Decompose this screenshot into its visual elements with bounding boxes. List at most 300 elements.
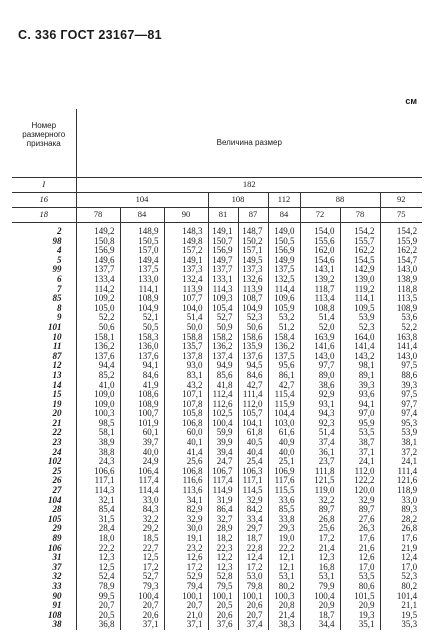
feature-number: 85	[52, 293, 62, 304]
feature-number: 38	[52, 619, 62, 630]
table-cell: 109,5	[340, 304, 380, 314]
table-cell: 156,9	[76, 246, 120, 256]
table-cell: 12,5	[120, 553, 164, 563]
table-cell: 17,2	[238, 563, 268, 573]
table-cell: 53,0	[238, 572, 268, 582]
table-cell: 24,1	[340, 457, 380, 467]
feature-number: 2	[57, 226, 62, 236]
table-cell: 33,0	[120, 496, 164, 506]
table-cell: 38,9	[76, 438, 120, 448]
table-cell: 85,2	[76, 371, 120, 381]
table-cell: 106,6	[76, 467, 120, 477]
feature-number: 31	[52, 552, 62, 563]
table-cell: 156,9	[208, 246, 238, 256]
table-cell: 95,6	[268, 361, 300, 371]
table-cell: 154,7	[380, 256, 422, 266]
table-cell: 143,0	[300, 352, 340, 362]
table-cell: 93,6	[340, 390, 380, 400]
table-cell: 24,9	[120, 457, 164, 467]
table-cell: 52,4	[76, 572, 120, 582]
table-cell: 35,3	[380, 620, 422, 630]
table-cell: 17,6	[340, 534, 380, 544]
table-cell: 115,9	[268, 400, 300, 410]
table-cell: 20,6	[208, 611, 238, 621]
table-cell: 18,5	[120, 534, 164, 544]
table-cell: 53,1	[268, 572, 300, 582]
table-cell: 30,0	[164, 524, 208, 534]
table-cell: 28,9	[208, 524, 238, 534]
table-cell: 132,6	[238, 275, 268, 285]
table-cell: 21,4	[268, 611, 300, 621]
page-header: С. 336 ГОСТ 23167—81	[18, 28, 162, 42]
feature-number: 29	[52, 523, 62, 534]
table-cell: 149,1	[164, 256, 208, 266]
table-cell: 39,4	[208, 448, 238, 458]
table-cell: 150,5	[120, 237, 164, 247]
feature-number: 32	[52, 571, 62, 582]
table-cell: 137,6	[76, 352, 120, 362]
table-cell: 118,9	[380, 486, 422, 496]
table-cell: 149,0	[268, 223, 300, 237]
feature-number: 13	[52, 369, 62, 380]
table-cell: 141,6	[300, 342, 340, 352]
table-cell: 162,2	[380, 246, 422, 256]
table-cell: 82,9	[164, 505, 208, 515]
table-cell: 40,9	[268, 438, 300, 448]
column-header-feature: Номер размерного признака	[12, 109, 76, 178]
table-cell: 109,2	[76, 294, 120, 304]
feature-number: 21	[52, 417, 62, 428]
table-cell: 12,1	[268, 553, 300, 563]
table-cell: 23,2	[164, 544, 208, 554]
table-cell: 112,6	[208, 400, 238, 410]
table-cell: 133,0	[120, 275, 164, 285]
table-cell: 106,8	[164, 419, 208, 429]
table-cell: 150,2	[238, 237, 268, 247]
table-cell: 85,6	[208, 371, 238, 381]
table-cell: 28,2	[380, 515, 422, 525]
table-cell: 52,3	[380, 572, 422, 582]
table-cell: 121,6	[380, 476, 422, 486]
table-cell: 32,9	[164, 515, 208, 525]
table-cell: 40,1	[164, 438, 208, 448]
table-cell: 84,6	[238, 371, 268, 381]
table-cell: 111,4	[238, 390, 268, 400]
table-cell: 20,6	[120, 611, 164, 621]
table-cell: 149,1	[208, 223, 238, 237]
table-cell: 158,2	[208, 333, 238, 343]
feature-number: 22	[52, 427, 62, 438]
table-cell: 32,7	[208, 515, 238, 525]
table-cell: 31,9	[208, 496, 238, 506]
table-cell: 83,1	[164, 371, 208, 381]
table-cell: 24,3	[76, 457, 120, 467]
table-cell: 33,4	[238, 515, 268, 525]
table-cell: 149,7	[208, 256, 238, 266]
table-cell: 53,6	[380, 313, 422, 323]
table-cell: 163,9	[300, 333, 340, 343]
table-cell: 154,6	[300, 256, 340, 266]
feature-number: 104	[48, 494, 62, 505]
table-cell: 12,3	[300, 553, 340, 563]
table-cell: 137,3	[238, 265, 268, 275]
table-cell: 37,1	[120, 620, 164, 630]
table-cell: 117,1	[238, 476, 268, 486]
table-cell: 95,9	[340, 419, 380, 429]
table-cell: 113,6	[164, 486, 208, 496]
table-cell: 24,1	[380, 457, 422, 467]
table-cell: 20,7	[76, 601, 120, 611]
table-cell: 80,2	[268, 582, 300, 592]
table-cell: 114,4	[268, 285, 300, 295]
table-cell: 143,2	[340, 352, 380, 362]
table-cell: 20,5	[76, 611, 120, 621]
table-cell: 12,6	[340, 553, 380, 563]
table-cell: 163,8	[380, 333, 422, 343]
feature-number: 4	[57, 245, 62, 256]
table-cell: 113,9	[238, 285, 268, 295]
table-cell: 135,7	[164, 342, 208, 352]
table-cell: 104,9	[238, 304, 268, 314]
table-cell: 100,3	[268, 592, 300, 602]
table-cell: 52,7	[208, 313, 238, 323]
sub-header: 87	[238, 208, 268, 223]
table-cell: 12,2	[208, 553, 238, 563]
table-cell: 25,4	[238, 457, 268, 467]
table-cell: 51,2	[268, 323, 300, 333]
table-cell: 162,0	[300, 246, 340, 256]
table-cell: 22,3	[208, 544, 238, 554]
table-cell: 133,4	[76, 275, 120, 285]
table-cell: 38,7	[340, 438, 380, 448]
table-cell: 114,3	[208, 285, 238, 295]
feature-number: 90	[52, 590, 62, 601]
feature-number: 108	[48, 609, 62, 620]
table-cell: 80,2	[380, 582, 422, 592]
table-cell: 50,6	[238, 323, 268, 333]
unit-label: см	[405, 96, 417, 106]
table-cell: 18,0	[76, 534, 120, 544]
table-cell: 112,0	[238, 400, 268, 410]
table-cell: 162,2	[340, 246, 380, 256]
table-cell: 149,5	[238, 256, 268, 266]
feature-number: 102	[48, 456, 62, 467]
feature-number: 12	[52, 360, 62, 371]
table-cell: 22,7	[120, 544, 164, 554]
table-cell: 114,3	[76, 486, 120, 496]
table-cell: 40,0	[120, 448, 164, 458]
table-cell: 105,8	[164, 409, 208, 419]
table-cell: 94,5	[238, 361, 268, 371]
table-cell: 117,1	[76, 476, 120, 486]
group-104: 104	[76, 193, 208, 208]
table-cell: 136,0	[120, 342, 164, 352]
table-cell: 148,3	[164, 223, 208, 237]
table-cell: 156,9	[268, 246, 300, 256]
table-cell: 118,8	[380, 285, 422, 295]
sub-header: 78	[76, 208, 120, 223]
table-cell: 99,5	[76, 592, 120, 602]
table-cell: 39,7	[120, 438, 164, 448]
table-cell: 19,3	[340, 611, 380, 621]
table-cell: 52,0	[300, 323, 340, 333]
feature-number: 10	[52, 331, 62, 342]
table-cell: 118,7	[300, 285, 340, 295]
table-cell: 25,6	[164, 457, 208, 467]
table-cell: 148,7	[238, 223, 268, 237]
size-table	[12, 109, 422, 630]
table-cell: 41,9	[120, 381, 164, 391]
table-cell: 97,7	[380, 400, 422, 410]
table-cell: 106,8	[164, 467, 208, 477]
table-cell: 158,1	[76, 333, 120, 343]
table-cell: 52,3	[340, 323, 380, 333]
table-cell: 97,5	[380, 390, 422, 400]
table-cell: 29,2	[120, 524, 164, 534]
table-cell: 94,1	[120, 361, 164, 371]
table-cell: 101,4	[380, 592, 422, 602]
table-cell: 20,7	[164, 601, 208, 611]
table-cell: 50,5	[120, 323, 164, 333]
table-cell: 50,6	[76, 323, 120, 333]
table-cell: 101,5	[340, 592, 380, 602]
table-cell: 12,3	[208, 563, 238, 573]
feature-number: 27	[52, 485, 62, 496]
feature-number: 23	[52, 437, 62, 448]
table-cell: 84,3	[120, 505, 164, 515]
table-cell: 158,8	[164, 333, 208, 343]
table-cell: 149,2	[76, 223, 120, 237]
table-cell: 40,0	[268, 448, 300, 458]
row-label-16: 16	[12, 193, 76, 208]
table-cell: 164,0	[340, 333, 380, 343]
table-cell: 100,4	[120, 592, 164, 602]
table-cell: 18,7	[300, 611, 340, 621]
table-cell: 136,2	[208, 342, 238, 352]
table-cell: 27,6	[340, 515, 380, 525]
table-cell: 111,4	[380, 467, 422, 477]
table-cell: 12,4	[380, 553, 422, 563]
table-cell: 89,3	[380, 505, 422, 515]
table-cell: 39,3	[340, 381, 380, 391]
table-cell: 60,1	[120, 428, 164, 438]
table-cell: 41,4	[164, 448, 208, 458]
table-cell: 35,1	[340, 620, 380, 630]
table-cell: 39,9	[208, 438, 238, 448]
table-cell: 86,4	[208, 505, 238, 515]
table-cell: 157,0	[120, 246, 164, 256]
table-cell: 155,7	[340, 237, 380, 247]
group-92: 92	[380, 193, 422, 208]
table-cell: 32,1	[76, 496, 120, 506]
table-cell: 89,7	[300, 505, 340, 515]
table-cell: 79,8	[238, 582, 268, 592]
table-cell: 20,5	[208, 601, 238, 611]
table-cell: 112,4	[208, 390, 238, 400]
group-112: 112	[268, 193, 300, 208]
table-cell: 85,4	[76, 505, 120, 515]
table-cell: 135,9	[238, 342, 268, 352]
table-cell: 119,0	[300, 486, 340, 496]
table-cell: 117,4	[120, 476, 164, 486]
table-cell: 19,5	[380, 611, 422, 621]
table-cell: 108,8	[300, 304, 340, 314]
table-cell: 115,5	[268, 486, 300, 496]
feature-number: 19	[52, 398, 62, 409]
table-cell: 94,9	[208, 361, 238, 371]
table-cell: 102,5	[208, 409, 238, 419]
table-cell: 149,4	[120, 256, 164, 266]
table-cell: 155,9	[380, 237, 422, 247]
table-cell: 53,1	[300, 572, 340, 582]
table-cell: 108,9	[120, 294, 164, 304]
table-cell: 43,2	[164, 381, 208, 391]
table-cell: 157,2	[164, 246, 208, 256]
table-cell: 101,9	[120, 419, 164, 429]
table-cell: 106,3	[238, 467, 268, 477]
table-cell: 150,5	[268, 237, 300, 247]
table-cell: 20,7	[238, 611, 268, 621]
table-cell: 36,8	[76, 620, 120, 630]
table-cell: 117,4	[208, 476, 238, 486]
table-cell: 105,4	[208, 304, 238, 314]
table-cell: 20,9	[340, 601, 380, 611]
table-cell: 34,4	[300, 620, 340, 630]
table-cell: 100,1	[238, 592, 268, 602]
table-cell: 26,3	[340, 524, 380, 534]
feature-number: 11	[52, 341, 62, 352]
table-cell: 41,8	[208, 381, 238, 391]
table-cell: 137,7	[208, 265, 238, 275]
table-cell: 60,0	[164, 428, 208, 438]
table-cell: 117,6	[268, 476, 300, 486]
table-cell: 79,9	[300, 582, 340, 592]
table-cell: 154,2	[340, 223, 380, 237]
table-cell: 121,5	[300, 476, 340, 486]
table-cell: 29,3	[268, 524, 300, 534]
table-cell: 53,9	[340, 313, 380, 323]
table-cell: 32,9	[238, 496, 268, 506]
table-cell: 78,9	[76, 582, 120, 592]
table-cell: 137,4	[208, 352, 238, 362]
table-cell: 138,9	[380, 275, 422, 285]
table-cell: 100,1	[164, 592, 208, 602]
table-cell: 104,4	[268, 409, 300, 419]
table-cell: 52,8	[208, 572, 238, 582]
table-cell: 33,0	[380, 496, 422, 506]
table-cell: 139,0	[340, 275, 380, 285]
table-cell: 154,2	[380, 223, 422, 237]
table-row	[12, 223, 422, 237]
table-cell: 52,9	[164, 572, 208, 582]
table-cell: 59,9	[208, 428, 238, 438]
table-cell: 79,5	[208, 582, 238, 592]
table-cell: 40,4	[238, 448, 268, 458]
table-cell: 28,4	[76, 524, 120, 534]
table-cell: 86,1	[268, 371, 300, 381]
table-cell: 137,3	[164, 265, 208, 275]
table-cell: 149,9	[268, 256, 300, 266]
table-cell: 108,9	[380, 304, 422, 314]
table-cell: 52,3	[238, 313, 268, 323]
table-cell: 52,2	[380, 323, 422, 333]
table-cell: 40,5	[238, 438, 268, 448]
table-cell: 32,9	[340, 496, 380, 506]
feature-number: 20	[52, 408, 62, 419]
height-182: 182	[76, 178, 422, 193]
table-cell: 38,6	[300, 381, 340, 391]
table-cell: 114,1	[120, 285, 164, 295]
feature-number: 5	[57, 254, 62, 265]
table-cell: 155,6	[300, 237, 340, 247]
feature-number: 26	[52, 475, 62, 486]
row-label-i: I	[12, 178, 76, 193]
table-cell: 29,7	[238, 524, 268, 534]
table-cell: 50,0	[164, 323, 208, 333]
table-cell: 89,7	[340, 505, 380, 515]
table-cell: 119,2	[340, 285, 380, 295]
table-cell: 17,0	[340, 563, 380, 573]
table-cell: 109,3	[208, 294, 238, 304]
table-cell: 18,2	[208, 534, 238, 544]
table-cell: 12,3	[76, 553, 120, 563]
table-cell: 114,1	[340, 294, 380, 304]
table-cell: 150,7	[208, 237, 238, 247]
table-cell: 33,8	[268, 515, 300, 525]
table-cell: 107,7	[164, 294, 208, 304]
table-cell: 51,4	[300, 428, 340, 438]
table-cell: 38,8	[76, 448, 120, 458]
table-cell: 97,5	[380, 361, 422, 371]
table-cell: 109,0	[76, 390, 120, 400]
table-cell: 22,2	[268, 544, 300, 554]
feature-number: 87	[52, 350, 62, 361]
table-cell: 137,5	[120, 265, 164, 275]
table-cell: 80,6	[340, 582, 380, 592]
table-cell: 94,1	[340, 400, 380, 410]
table-cell: 23,7	[300, 457, 340, 467]
table-cell: 97,7	[300, 361, 340, 371]
feature-number: 7	[57, 283, 62, 294]
table-cell: 17,2	[120, 563, 164, 573]
table-cell: 36,1	[300, 448, 340, 458]
table-cell: 42,7	[268, 381, 300, 391]
table-cell: 149,8	[164, 237, 208, 247]
table-cell: 114,2	[76, 285, 120, 295]
table-cell: 137,5	[268, 265, 300, 275]
table-cell: 143,0	[380, 352, 422, 362]
table-cell: 111,8	[300, 467, 340, 477]
table-cell: 31,5	[76, 515, 120, 525]
table-cell: 94,4	[76, 361, 120, 371]
table-cell: 132,4	[164, 275, 208, 285]
table-cell: 120,0	[340, 486, 380, 496]
table-cell: 37,1	[340, 448, 380, 458]
table-cell: 105,9	[268, 304, 300, 314]
table-cell: 107,1	[164, 390, 208, 400]
table-cell: 89,0	[300, 371, 340, 381]
sub-header: 84	[120, 208, 164, 223]
table-cell: 18,7	[238, 534, 268, 544]
table-cell: 37,1	[164, 620, 208, 630]
table-cell: 106,9	[268, 467, 300, 477]
table-cell: 112,0	[340, 467, 380, 477]
table-cell: 53,9	[380, 428, 422, 438]
table-cell: 133,1	[208, 275, 238, 285]
table-cell: 136,2	[268, 342, 300, 352]
table-cell: 113,9	[164, 285, 208, 295]
table-cell: 12,5	[76, 563, 120, 573]
